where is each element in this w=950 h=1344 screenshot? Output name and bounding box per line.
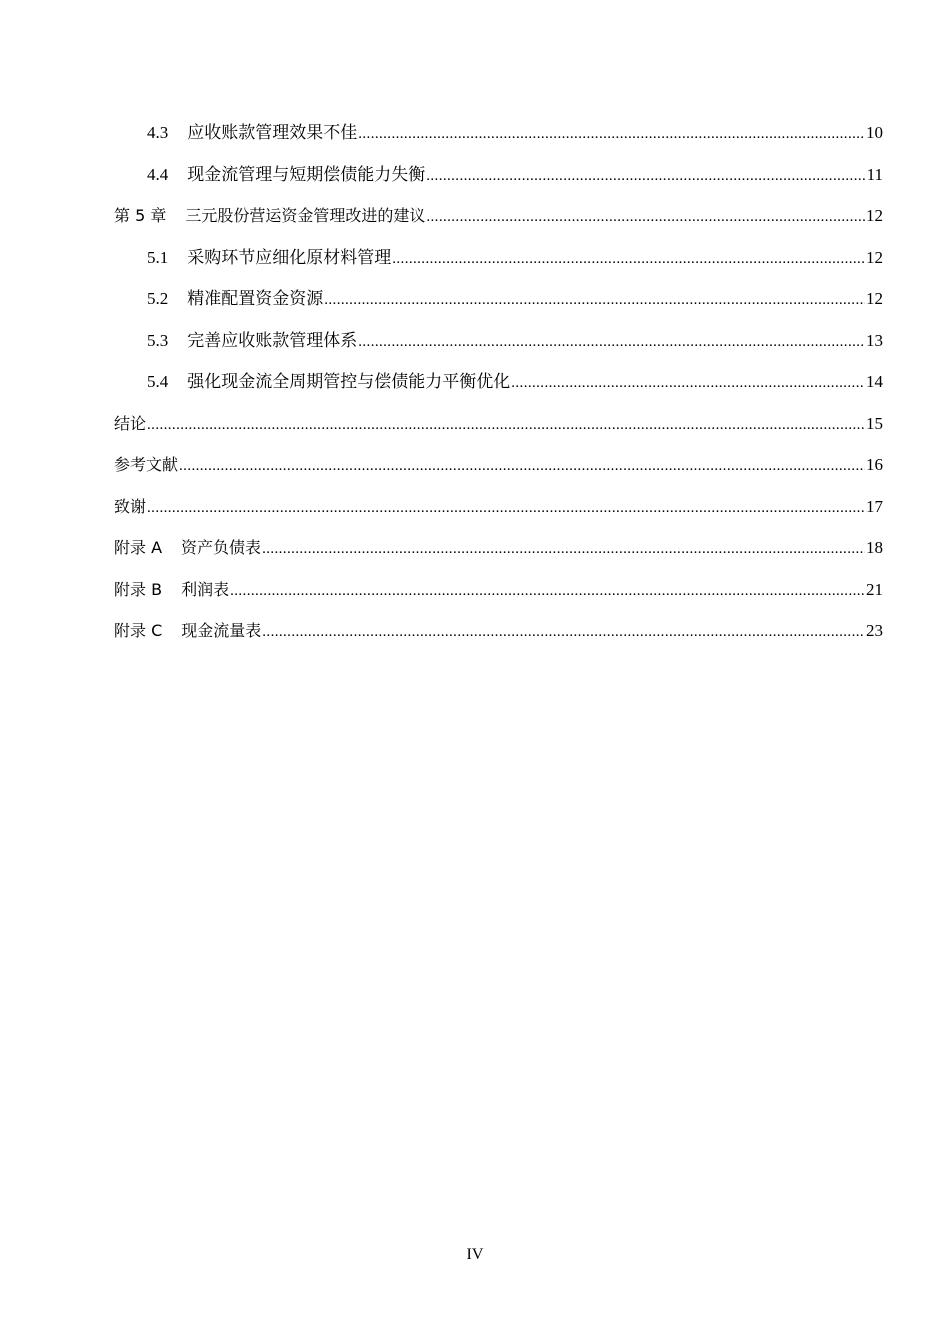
toc-entry-title: 三元股份营运资金管理改进的建议 xyxy=(185,206,426,225)
toc-entry-page: 21 xyxy=(866,579,883,599)
toc-entry-page: 17 xyxy=(866,496,883,516)
toc-entry-4-4[interactable] xyxy=(114,154,883,196)
toc-entry-title: 完善应收账款管理体系 xyxy=(187,330,358,350)
toc-leader-dots xyxy=(511,363,865,405)
toc-entry-5-2[interactable] xyxy=(114,278,883,320)
toc-entry-number: 附录 C xyxy=(114,621,163,640)
toc-entry-number: 第 5 章 xyxy=(114,206,167,225)
toc-entry-page: 11 xyxy=(866,164,883,184)
toc-entry-title: 致谢 xyxy=(114,496,147,516)
toc-entry-page: 15 xyxy=(866,413,883,433)
toc-entry-title: 现金流量表 xyxy=(181,621,262,640)
toc-entry-number: 4.4 xyxy=(147,164,169,184)
toc-entry-number: 5.4 xyxy=(147,372,169,391)
toc-leader-dots xyxy=(358,114,865,156)
toc-entry-page: 12 xyxy=(866,206,883,225)
toc-entry-title: 采购环节应细化原材料管理 xyxy=(187,247,392,267)
toc-entry-title: 现金流管理与短期偿债能力失衡 xyxy=(187,164,426,184)
page-number: IV xyxy=(466,1246,484,1263)
toc-entry-4-3[interactable] xyxy=(114,112,883,154)
toc-leader-dots xyxy=(262,529,865,571)
toc-entry-title: 应收账款管理效果不佳 xyxy=(187,123,358,142)
toc-entry-number: 5.1 xyxy=(147,247,169,267)
toc-leader-dots xyxy=(426,197,865,239)
toc-entry-appendix-a[interactable] xyxy=(114,527,883,569)
toc-entry-appendix-b[interactable] xyxy=(114,569,883,611)
toc-leader-dots xyxy=(147,488,865,530)
toc-entry-title: 利润表 xyxy=(181,579,230,599)
toc-entry-page: 12 xyxy=(866,289,883,308)
toc-entry-page: 16 xyxy=(866,455,883,474)
toc-entry-5-3[interactable] xyxy=(114,320,883,362)
toc-entry-number: 附录 B xyxy=(114,579,163,599)
toc-entry-page: 12 xyxy=(866,247,883,267)
toc-entry-references[interactable] xyxy=(114,444,883,486)
toc-leader-dots xyxy=(324,280,865,322)
toc-entry-acknowledgements[interactable] xyxy=(114,486,883,528)
toc-entry-5-4[interactable] xyxy=(114,361,883,403)
toc-leader-dots xyxy=(392,239,865,281)
toc-entry-conclusion[interactable] xyxy=(114,403,883,445)
toc-entry-title: 资产负债表 xyxy=(181,538,262,557)
toc-entry-number: 附录 A xyxy=(114,538,163,557)
toc-entry-title: 结论 xyxy=(114,413,147,433)
toc-leader-dots xyxy=(262,612,865,654)
table-of-contents xyxy=(114,112,883,652)
toc-entry-title: 强化现金流全周期管控与偿债能力平衡优化 xyxy=(187,372,511,391)
toc-leader-dots xyxy=(179,446,865,488)
toc-entry-page: 10 xyxy=(866,123,883,142)
toc-leader-dots xyxy=(147,405,865,447)
toc-entry-number: 5.2 xyxy=(147,289,169,308)
toc-entry-page: 14 xyxy=(866,372,883,391)
toc-entry-number: 5.3 xyxy=(147,330,169,350)
toc-entry-page: 13 xyxy=(866,330,883,350)
toc-entry-page: 18 xyxy=(866,538,883,557)
toc-entry-title: 参考文献 xyxy=(114,455,179,474)
toc-entry-appendix-c[interactable] xyxy=(114,610,883,652)
toc-entry-page: 23 xyxy=(866,621,883,640)
toc-leader-dots xyxy=(358,322,865,364)
toc-entry-number: 4.3 xyxy=(147,123,169,142)
toc-entry-title: 精准配置资金资源 xyxy=(187,289,324,308)
toc-entry-chapter-5[interactable] xyxy=(114,195,883,237)
toc-leader-dots xyxy=(230,571,865,613)
toc-leader-dots xyxy=(426,156,865,198)
toc-entry-5-1[interactable] xyxy=(114,237,883,279)
